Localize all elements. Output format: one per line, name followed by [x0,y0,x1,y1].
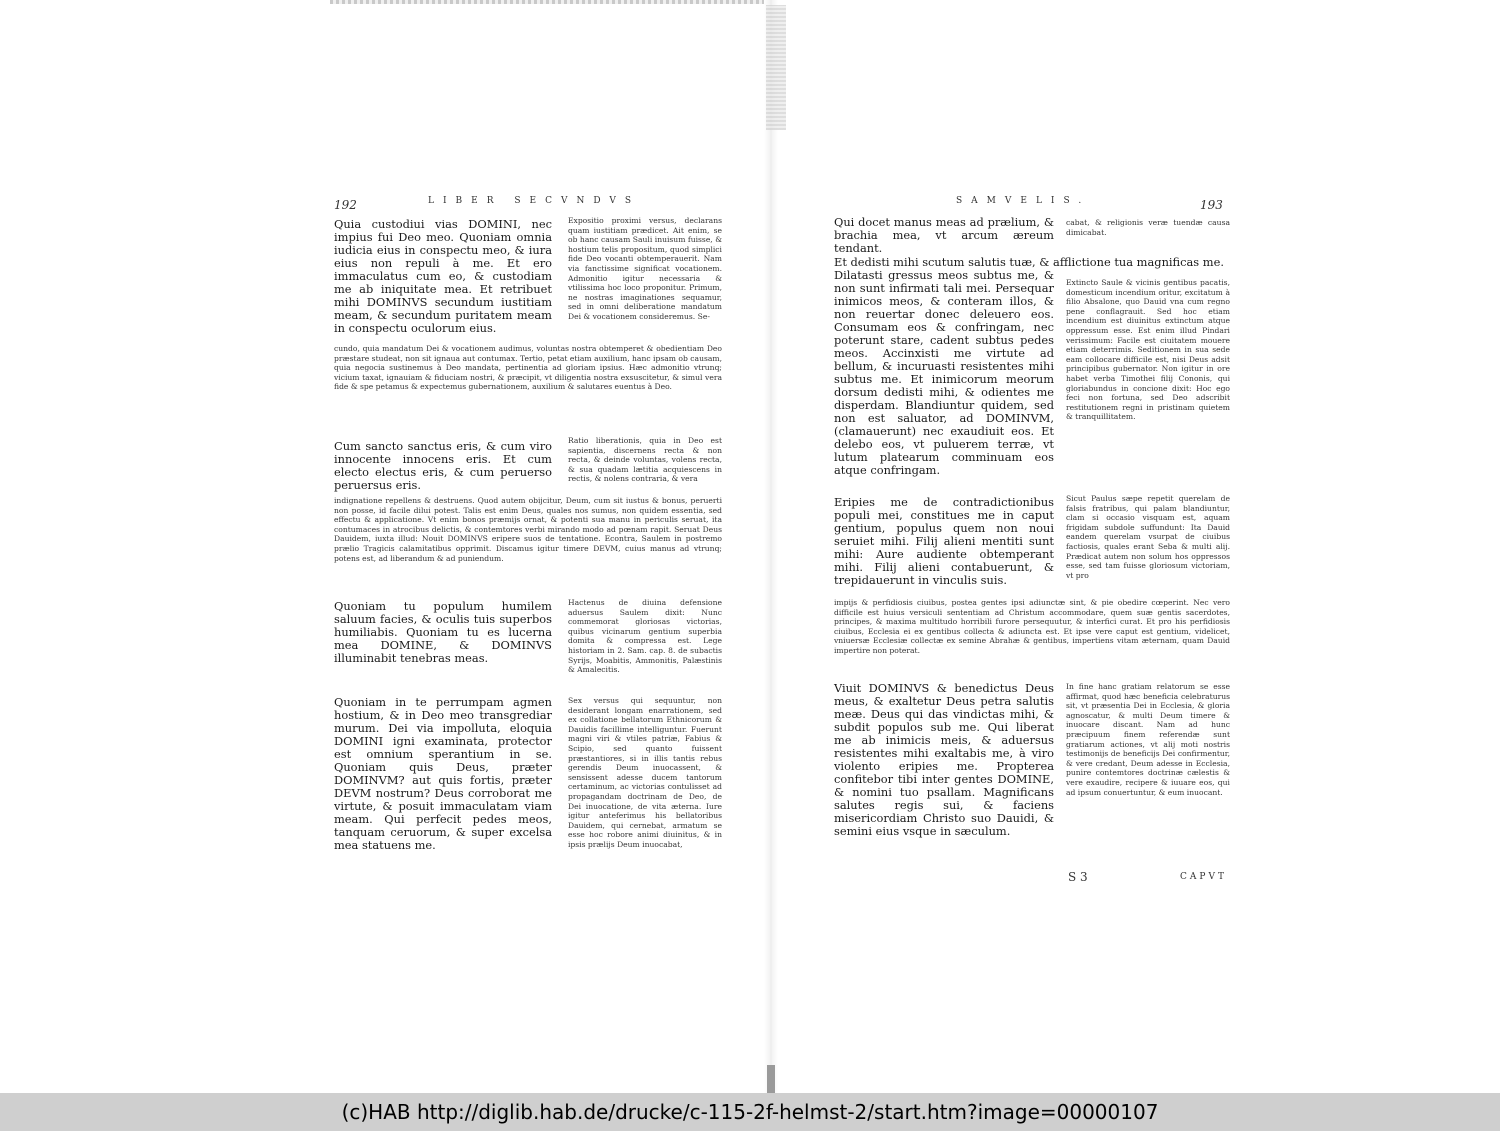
right-block-2-note: Extincto Saule & vicinis gentibus pacatis, domesticum incendium oritur, excitatum à filio Absalone, quo Dauid vna cum regno pene conflagrauit. Sed hoc etiam incendium est diuinitus extinctum atque oppressum esse. Est enim illud Pindari verissimum: Facile est ciuitatem mouere etiam deterrimis. Seditionem in sua sede eam collocare difficile est, nisi Deus adsit principibus gubernator. Non igitur in ore habet verba Timothei filij Cononis, qui gloriabundus in concione dixit: Hoc ego feci non fortuna, sed Deo adscribit restitutionem regni in pristinam quietem & tranquillitatem. [1066,278,1230,422]
right-block-4-verses: Viuit DOMINVS & benedictus Deus meus, & exaltetur Deus petra salutis meæ. Deus qui das vindictas mihi, & subdit populos sub me. Qui liberat me ab inimicis meis, & aduersus resistentes mihi exaltabis me, à viro violento eripies me. Propterea confitebor tibi inter gentes DOMINE, & nomini tuo psallam. Magnificans salutes regis sui, & faciens misericordiam Christo suo Dauidi, & semini eius vsque in sæculum. [834,681,1054,838]
right-block-3-verses: Eripies me de contradictionibus populi mei, constitues me in caput gentium, populus quem non noui seruiet mihi. Filij alieni mentiti sunt mihi: Aure audiente obtemperant mihi. Filij alieni contabuerunt, & trepidauerunt in vinculis suis. [834,495,1054,587]
catchword: CAPVT [1180,872,1227,882]
right-block-1-verses: Qui docet manus meas ad prælium, & brachia mea, vt arcum æreum tendant. [834,215,1054,255]
right-page-number: 193 [1200,198,1223,212]
right-block-2-verses: Dilatasti gressus meos subtus me, & non sunt infirmati tali mei. Persequar inimicos meos, & conteram illos, & non reuertar donec deleuero eos. Consumam eos & confringam, nec poterunt stare, cadent subtus pedes meos. Accinxisti me virtute ad bellum, & incuruasti resistentes mihi subtus me. Et inimicorum meorum dorsum dedisti mihi, & odientes me disperdam. Blandiuntur quidem, sed non est saluator, ad DOMINVM, (clamauerunt) nec exaudiuit eos. Et delebo eos, vt puluerem terræ, vt lutum platearum comminuam eos atque confringam. [834,268,1054,477]
right-block-4-note: In fine hanc gratiam relatorum se esse affirmat, quod hæc beneficia celebraturus sit, vt præsentia Dei in Ecclesia, & gloria agnoscatur, & multi Deum timere & inuocare discant. Nam ad hunc præcipuum finem referendæ sunt gratiarum actiones, vt alij moti nostris testimonijs de beneficijs Dei confirmentur, & vere credant, Deum adesse in Ecclesia, punire contemtores doctrinæ cælestis & vere exaudire, recipere & iuuare eos, qui ad ipsum conuertuntur, & eum inuocant. [1066,682,1230,797]
right-page [770,0,1500,1093]
left-block-1-verses: Quia custodiui vias DOMINI, nec impius fui Deo meo. Quoniam omnia iudicia eius in conspectu meo, & iura eius non repuli à me. Et ero immaculatus cum eo, & custodiam me ab iniquitate mea. Et retribuet mihi DOMINVS secundum iustitiam meam, & secundum puritatem meam in conspectu oculorum eius. [334,217,552,335]
left-block-1-note-cont: cundo, quia mandatum Dei & vocationem audimus, voluntas nostra obtemperet & obedientiam Deo præstare studeat, non sit ignaua aut contumax. Tertio, petat etiam auxilium, hanc ipsam ob causam, quia negocia sustinemus à Deo mandata, pertinentia ad gloriam ipsius. Hæc admonitio vtrunq; vicium taxat, ignauiam & fiduciam nostri, & præcipit, vt diligentia nostra exsuscitetur, & simul vera fide & spe petamus & expectemus gubernationem, auxilium & salutares euentus à Deo. [334,344,722,392]
left-block-2-note: Ratio liberationis, quia in Deo est sapientia, discernens recta & non recta, & deinde voluntas, volens recta, & sua quadam lætitia acquiescens in rectis, & nolens contraria, & vera [568,436,722,484]
left-block-3-note: Hactenus de diuina defensione aduersus Saulem dixit: Nunc commemorat gloriosas victorias, quibus vicinarum gentium superbia domita & compressa est. Lege historiam in 2. Sam. cap. 8. de subactis Syrijs, Moabitis, Ammonitis, Palæstinis & Amalecitis. [568,598,722,675]
left-page [0,0,770,1093]
right-block-1-note: cabat, & religionis veræ tuendæ causa dimicabat. [1066,218,1230,237]
left-block-4-note: Sex versus qui sequuntur, non desiderant longam enarrationem, sed ex collatione bellatorum Ethnicorum & Dauidis facillime intelliguntur. Fuerunt magni viri & vtiles patriæ, Fabius & Scipio, sed quanto fuissent præstantiores, si in illis tantis rebus gerendis Deum inuocassent, & sensissent adesse ducem tantorum certaminum, ac victorias contulisset ad propagandam doctrinam de Deo, de Dei inuocatione, de vita æterna. Iure igitur anteferimus his bellatoribus Dauidem, qui cernebat, armatum se esse hoc robore animi diuinitus, & in ipsis prælijs Deum inuocabat, [568,696,722,849]
right-block-2-lead: Et dedisti mihi scutum salutis tuæ, & afflictione tua magnificas me. [834,255,1224,269]
right-block-3-note-cont: impijs & perfidiosis ciuibus, postea gentes ipsi adiunctæ sint, & pie obedire cœperint. Nec vero difficile est huius versiculi sententiam ad Christum accommodare, quem suæ gentis sacerdotes, principes, & maxima multitudo horribili furore persequutur, & interfici curat. Et pro his perfidiosis ciuibus, Ecclesia ei ex gentibus collecta & adiuncta est. Et ipse vere caput est gentium, videlicet, vniuersæ Ecclesiæ collectæ ex semine Abrahæ & gentibus, impertiens vitam æternam, quam Dauid impertire non poterat. [834,598,1230,655]
left-block-2-note-cont: indignatione repellens & destruens. Quod autem obijcitur, Deum, cum sit iustus & bonus, peruerti non posse, id facile dilui potest. Talis est enim Deus, quales nos sumus, non quidem essentia, sed effectu & applicatione. Vt enim bonos præmijs ornat, & potenti sua manu in periculis seruat, ita contumaces in atrocibus delictis, & contemtores verbi mirando modo ad pœnam rapit. Seruat Deus Dauidem, iuxta illud: Nouit DOMINVS eripere suos de tentatione. Econtra, Saulem in postremo prælio Tragicis calamitatibus opprimit. Discamus igitur timere DEVM, cuius manus ad vtrunq; potens est, ad liberandum & ad puniendum. [334,496,722,563]
right-running-head: SAMVELIS. [956,196,1091,206]
source-url-bar [0,1093,1500,1131]
source-url-text: (c)HAB http://diglib.hab.de/drucke/c-115-2f-helmst-2/start.htm?image=00000107 [341,1100,1159,1124]
left-page-number: 192 [334,198,357,212]
left-block-4-verses: Quoniam in te perrumpam agmen hostium, & in Deo meo transgrediar murum. Dei via impolluta, eloquia DOMINI igni examinata, protector est omnium sperantium in se. Quoniam quis Deus, præter DOMINVM? aut quis fortis, præter DEVM nostrum? Deus corroborat me virtute, & posuit immaculatam viam meam. Qui perfecit pedes meos, tanquam ceruorum, & super excelsa mea statuens me. [334,695,552,852]
left-running-head: LIBER SECVNDVS [428,196,641,206]
left-block-1-note: Expositio proximi versus, declarans quam iustitiam prædicet. Ait enim, se ob hanc causam Sauli inuisum fuisse, & hostium telis propositum, quod simplici fide Deo vocanti obtemperauerit. Nam via fanctissime significat vocationem. Admonitio igitur necessaria & vtilissima hoc loco proponitur. Primum, ne nostras imaginationes sequamur, sed in omni deliberatione mandatum Dei & vocationem consideremus. Se- [568,216,722,321]
left-block-3-verses: Quoniam tu populum humilem saluum facies, & oculis tuis superbos humiliabis. Quoniam tu es lucerna mea DOMINE, & DOMINVS illuminabit tenebras meas. [334,599,552,665]
right-block-3-note: Sicut Paulus sæpe repetit querelam de falsis fratribus, qui palam blandiuntur, clam si occasio visquam est, aquam frigidam subdole suffundunt: Ita Dauid eandem querelam vsurpat de ciuibus factiosis, quales erant Seba & multi alij. Prædicat autem non solum hos oppressos esse, sed tam fuisse gloriosum victoriam, vt pro [1066,494,1230,580]
signature-mark: S 3 [1068,870,1088,884]
left-block-2-verses: Cum sancto sanctus eris, & cum viro innocente innocens eris. Et cum electo electus eris, & cum peruerso peruersus eris. [334,439,552,492]
